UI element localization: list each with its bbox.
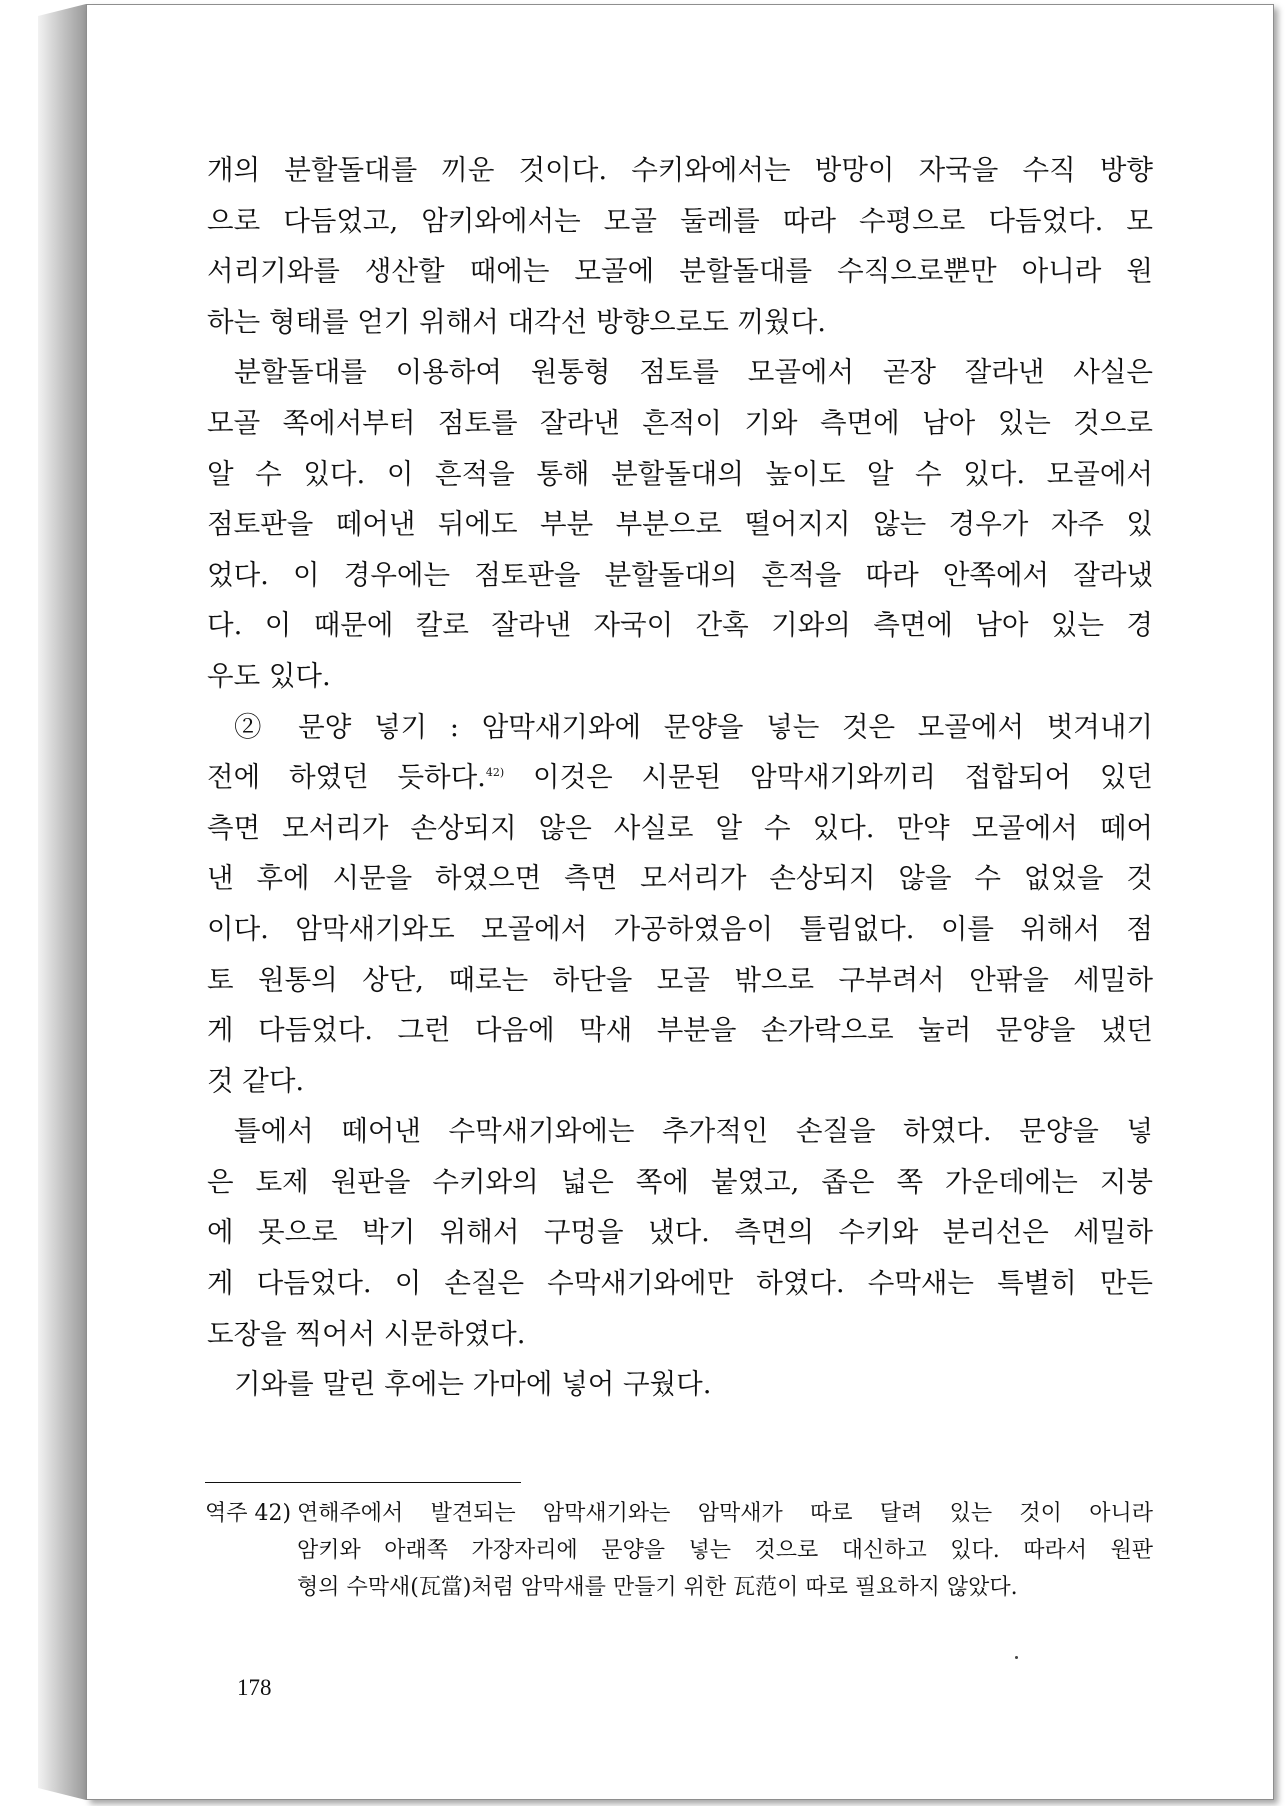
- footnote-line: 암키와 아래쪽 가장자리에 문양을 넣는 것으로 대신하고 있다. 따라서 원판: [297, 1538, 1153, 1563]
- text-line: 토 원통의 상단, 때로는 하단을 모골 밖으로 구부려서 안팎을 세밀하: [207, 963, 1153, 996]
- text-line: 모골 쪽에서부터 점토를 잘라낸 흔적이 기와 측면에 남아 있는 것으로: [207, 406, 1153, 439]
- text-line: 도장을 찍어서 시문하였다.: [207, 1317, 526, 1350]
- text-line: 은 토제 원판을 수키와의 넓은 쪽에 붙였고, 좁은 쪽 가운데에는 지붕: [207, 1165, 1153, 1198]
- paragraph-4: [207, 1106, 1153, 1359]
- footnote-reference[interactable]: 42): [485, 765, 505, 779]
- text-line: 이다. 암막새기와도 모골에서 가공하였음이 틀림없다. 이를 위해서 점: [207, 912, 1153, 945]
- text-line: 으로 다듬었고, 암키와에서는 모골 둘레를 따라 수평으로 다듬었다. 모: [207, 204, 1153, 237]
- text-line: 하는 형태를 얻기 위해서 대각선 방향으로도 끼웠다.: [207, 305, 827, 338]
- text-line: 분할돌대를 이용하여 원통형 점토를 모골에서 곧장 잘라낸 사실은: [234, 356, 1153, 389]
- text-line: 었다. 이 경우에는 점토판을 분할돌대의 흔적을 따라 안쪽에서 잘라냈: [207, 558, 1153, 591]
- text-line: 측면 모서리가 손상되지 않은 사실로 알 수 있다. 만약 모골에서 떼어: [207, 811, 1153, 844]
- text-line: ② 문양 넣기 : 암막새기와에 문양을 넣는 것은 모골에서 벗겨내기: [234, 710, 1153, 743]
- paragraph-5: [207, 1359, 1153, 1410]
- text-line: 게 다듬었다. 그런 다음에 막새 부분을 손가락으로 눌러 문양을 냈던: [207, 1014, 1153, 1047]
- footnote-divider: [205, 1482, 521, 1483]
- text-line: 점토판을 떼어낸 뒤에도 부분 부분으로 떨어지지 않는 경우가 자주 있: [207, 508, 1153, 541]
- paragraph-2: [207, 347, 1153, 701]
- text-line-with-footnote-ref: [207, 752, 1153, 803]
- text-segment: 이것은 시문된 암막새기와끼리 접합되어 있던: [533, 761, 1154, 794]
- footnote-line: 연해주에서 발견되는 암막새기와는 암막새가 따로 달려 있는 것이 아니라: [297, 1501, 1153, 1526]
- text-line: 개의 분할돌대를 끼운 것이다. 수키와에서는 방망이 자국을 수직 방향: [207, 154, 1153, 186]
- text-line: 알 수 있다. 이 흔적을 통해 분할돌대의 높이도 알 수 있다. 모골에서: [207, 457, 1153, 490]
- body-text: [207, 145, 1153, 1410]
- paragraph-3: [207, 702, 1153, 1107]
- text-line: 다. 이 때문에 칼로 잘라낸 자국이 간혹 기와의 측면에 남아 있는 경: [207, 609, 1153, 642]
- text-segment: 전에 하였던 듯하다.: [207, 761, 486, 794]
- text-line: 우도 있다.: [207, 659, 331, 692]
- footnote-body: [297, 1495, 1153, 1606]
- text-line: 기와를 말린 후에는 가마에 넣어 구웠다.: [234, 1368, 712, 1401]
- book-spine: [38, 4, 86, 1800]
- footnote-line: 형의 수막새(瓦當)처럼 암막새를 만들기 위한 瓦范이 따로 필요하지 않았다.: [297, 1575, 1018, 1600]
- paragraph-1: [207, 145, 1153, 347]
- text-line: 서리기와를 생산할 때에는 모골에 분할돌대를 수직으로뿐만 아니라 원: [207, 255, 1153, 288]
- footnote-label: 역주 42): [205, 1501, 292, 1526]
- page-number: 178: [237, 1675, 272, 1700]
- text-line: 게 다듬었다. 이 손질은 수막새기와에만 하였다. 수막새는 특별히 만든: [207, 1267, 1153, 1300]
- speck-mark: [1015, 1656, 1018, 1659]
- text-line: 것 같다.: [207, 1064, 305, 1097]
- text-line: 틀에서 떼어낸 수막새기와에는 추가적인 손질을 하였다. 문양을 넣: [234, 1115, 1153, 1148]
- text-line: 에 못으로 박기 위해서 구멍을 냈다. 측면의 수키와 분리선은 세밀하: [207, 1216, 1153, 1249]
- text-line: 낸 후에 시문을 하였으면 측면 모서리가 손상되지 않을 수 없었을 것: [207, 862, 1153, 895]
- book-page: [86, 4, 1274, 1800]
